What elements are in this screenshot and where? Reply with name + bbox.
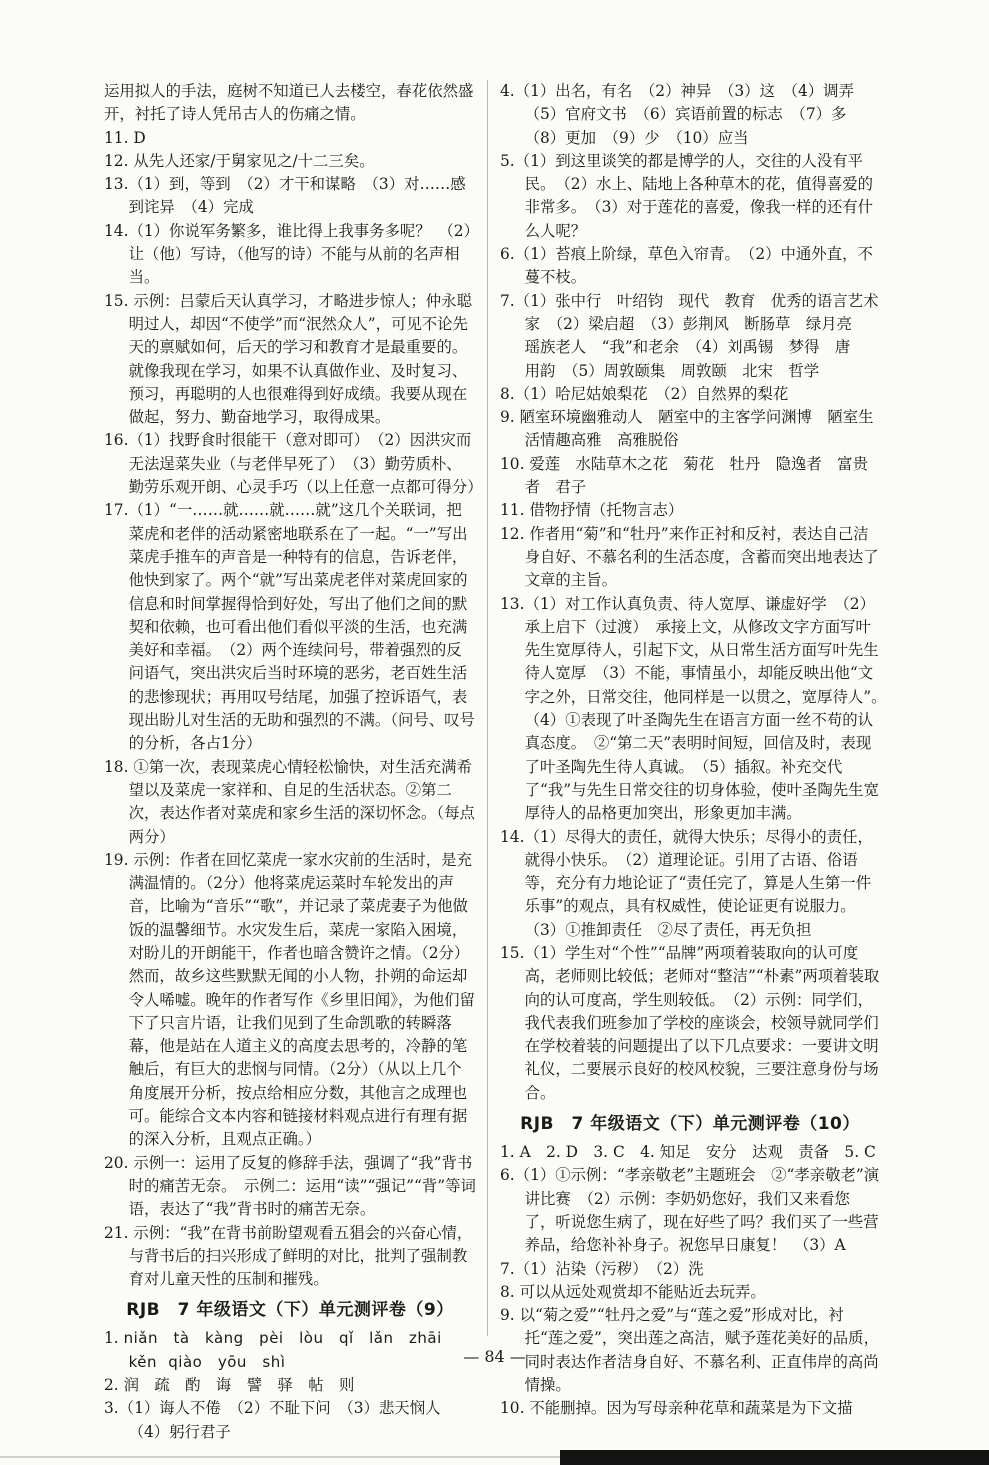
answer-item: 12. 从先人还家/于舅家见之/十二三矣。 [104,151,375,170]
answer-item: 10. 不能删掉。因为写母亲种花草和蔬菜是为下文描 [500,1399,853,1418]
answer-item: 15.（1）学生对“个性”“品牌”两项着装取向的认可度高，老师则比较低；老师对“整洁”“朴素”两项着装取向的认可度高，学生则较低。 （2）示例：同学们，我代表我们班参加了学校的座谈会，校领导就同学们在学校着装的问题提出了以下几点要求：一要讲文明礼仪，二要展示良好的校风校貌，三要注意身份与场合。 [500,943,880,1102]
answer-item: 14.（1）尽得大的责任，就得大快乐；尽得小的责任，就得小快乐。 （2）道理论证。引用了古语、俗语等，充分有力地论证了“责任完了，算是人生第一件乐事”的观点，具有权威性，使论证更有说服力。 （3）①推卸责任 ②尽了责任，再无负担 [500,827,873,939]
answer-number: 1. [104,1329,119,1348]
section-9-title: RJB 7 年级语文（下）单元测评卷（9） [126,1300,454,1321]
column-divider [487,80,488,1336]
left-column [104,80,483,1444]
answer-item: 20. 示例一：运用了反复的修辞手法，强调了“我”背书时的痛苦无奈。 示例二：运用“读”“强记”“背”等词语，表达了“我”背书时的痛苦无奈。 [104,1153,476,1219]
answer-item: 运用拟人的手法，庭树不知道已人去楼空，春花依然盛开，衬托了诗人凭吊古人的伤痛之情。 [104,82,474,124]
answer-item: 8.（1）哈尼姑娘梨花 （2）自然界的梨花 [500,384,789,403]
answer-item: 12. 作者用“菊”和“牡丹”来作正衬和反衬，表达自己洁身自好、不慕名利的生活态度，含蓄而突出地表达了文章的主旨。 [500,524,879,590]
answer-item: 17.（1）“一……就……就……就”这几个关联词，把菜虎和老伴的活动紧密地联系在了一起。“一”写出菜虎手推车的声音是一种特有的信息，告诉老伴，他快到家了。两个“就”写出菜虎老伴对菜虎回家的信息和时间掌握得恰到好处，写出了他们之间的默契和依赖，也可看出他们看似平淡的生活，也充满美好和幸福。 （2）两个连续问号，带着强烈的反问语气，突出洪灾后当时环境的恶劣，老百姓生活的悲惨现状；再用叹号结尾，加强了控诉语气，表现出盼儿对生活的无助和强烈的不满。（问号、叹号的分析，各占1分） [104,501,475,753]
scan-edge-shadow [560,1450,989,1465]
answer-item: 11. D [104,128,146,147]
answer-item: 13.（1）对工作认真负责、待人宽厚、谦虚好学 （2）承上启下（过渡） 承接上文，从修改文字方面写叶先生宽厚待人，引起下文，从日常生活方面写叶先生待人宽厚 （3）不能，事情虽小，却能反映出他“文字之外，日常交往，他同样是一以贯之，宽厚待人”。 （4）①表现了叶圣陶先生在语言方面一丝不苟的认真态度。 ②“第二天”表明时间短，回信及时，表现了叶圣陶先生待人真诚。 （5）插叙。补充交代了“我”与先生日常交往的切身体验，使叶圣陶先生宽厚待人的品格更加突出，形象更加丰满。 [500,594,895,823]
right-column [500,80,895,1421]
answer-item: 16.（1）找野食时很能干（意对即可） （2）因洪灾而无法逞菜失业（与老伴早死了） （3）勤劳质朴、勤劳乐观开朗、心灵手巧（以上任意一点都可得分） [104,431,483,497]
answer-item: 6.（1）苔痕上阶绿，草色入帘青。 （2）中通外直，不蔓不枝。 [500,245,873,287]
answer-item: 13.（1）到，等到 （2）才干和谋略 （3）对……感到诧异 （4）完成 [104,175,466,217]
answer-item: 9. 以“菊之爱”“牡丹之爱”与“莲之爱”形成对比，衬托“莲之爱”，突出莲之高洁，赋予莲花美好的品质，同时表达作者洁身自好、不慕名利、正直伟岸的高尚情操。 [500,1306,879,1395]
answer-item: 10. 爱莲 水陆草木之花 菊花 牡丹 隐逸者 富贵者 君子 [500,454,868,497]
answer-item: 19. 示例：作者在回忆菜虎一家水灾前的生活时，是充满温情的。（2分）他将菜虎运菜时车轮发出的声音，比喻为“音乐”“歌”，并记录了菜虎妻子为他做饭的温馨细节。水灾发生后，菜虎一家陷入困境，对盼儿的开朗能干，作者也暗含赞许之情。（2分）然而，故乡这些默默无闻的小人物，扑朔的命运却令人唏嘘。晚年的作者写作《乡里旧闻》，为他们留下了只言片语，让我们见到了生命凯歌的转瞬落幕，他是站在人道主义的高度去思考的，冷静的笔触后，有巨大的悲悯与同情。（2分）（从以上几个角度展开分析，按点给相应分数，其他言之成理也可。能综合文本内容和链接材料观点进行有理有据的深入分析，且观点正确。） [104,850,475,1149]
answer-item: 5.（1）到这里谈笑的都是博学的人，交往的人没有平民。 （2）水上、陆地上各种草木的花，值得喜爱的非常多。 （3）对于莲花的喜爱，像我一样的还有什么人呢？ [500,151,874,240]
answer-item: 2. 润 疏 酌 诲 譬 驿 帖 则 [104,1376,355,1395]
answer-item: 14.（1）你说军务繁多，谁比得上我事务多呢？ （2）让（他）写诗，（他写的诗）不能与从前的名声相当。 [104,221,472,287]
section-10-title: RJB 7 年级语文（下）单元测评卷（10） [520,1114,860,1135]
answer-item: 8. 可以从远处观赏却不能贴近去玩弄。 [500,1282,766,1301]
page-number: — 84 — [463,1347,526,1366]
answer-item: 7.（1）沾染（污秽） （2）洗 [500,1259,704,1278]
answer-item: 15. 示例：吕蒙后天认真学习，才略进步惊人；仲永聪明过人，却因“不使学”而“泯然众人”，可见不论先天的禀赋如何，后天的学习和教育才是最重要的。就像我现在学习，如果不认真做作业、及时复习、预习，再聪明的人也很难得到好成绩。我要从现在做起，努力、勤奋地学习，取得成果。 [104,291,472,427]
answer-item: 3.（1）诲人不倦 （2）不耻下问 （3）悲天悯人 （4）躬行君子 [104,1399,456,1441]
answer-item: 4.（1）出名，有名 （2）神异 （3）这 （4）调弄 （5）官府文书 （6）宾语前置的标志 （7）多 （8）更加 （9）少 （10）应当 [500,82,870,147]
answer-item: 7.（1）张中行 叶绍钧 现代 教育 优秀的语言艺术家 （2）梁启超 （3）彭荆风 断肠草 绿月亮 瑶族老人 “我”和老余 （4）刘禹锡 梦得 唐 用韵 （5）周敦颐集 周敦颐 北宋 哲学 [500,291,879,380]
answer-item: 1. A 2. D 3. C 4. 知足 安分 达观 责备 5. C [500,1143,876,1162]
answer-item: 21. 示例：“我”在背书前盼望观看五猖会的兴奋心情，与背书后的扫兴形成了鲜明的对比，批判了强制教育对儿童天性的压制和摧残。 [104,1223,473,1289]
answer-item: 11. 借物抒情（托物言志） [500,501,684,520]
answer-item: 18. ①第一次，表现菜虎心情轻松愉快，对生活充满希望以及菜虎一家祥和、自足的生活状态。②第二次，表达作者对菜虎和家乡生活的深切怀念。（每点两分） [104,757,475,846]
answer-item: 9. 陋室环境幽雅动人 陋室中的主客学问渊博 陋室生活情趣高雅 高雅脱俗 [500,408,874,450]
pinyin-answers: niǎn tà kàng pèi lòu qǐ lǎn zhāi kěn qiào yōu shì [123,1329,458,1371]
answer-item: 6.（1）①示例：“孝亲敬老”主题班会 ②“孝亲敬老”演讲比赛 （2）示例：李奶奶您好，我们又来看您了，听说您生病了，现在好些了吗？我们买了一些营养品，给您补补身子。祝您早日康复！ （3）A [500,1166,880,1255]
